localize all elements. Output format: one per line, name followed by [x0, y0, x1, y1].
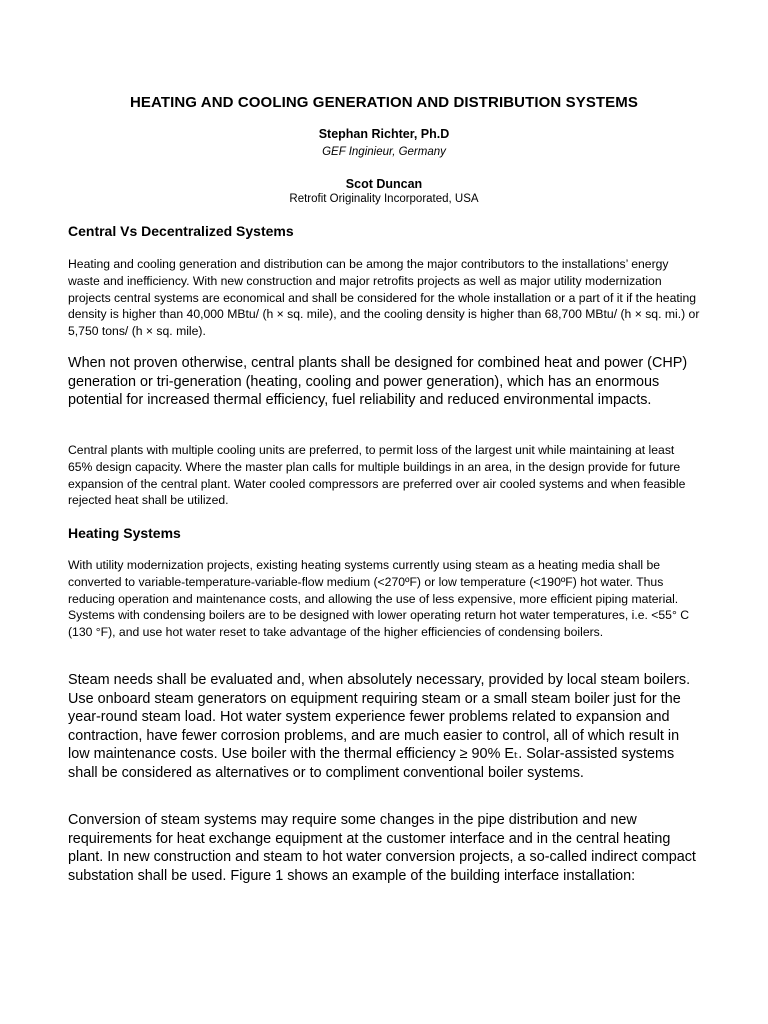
- section-heading-central-vs-decentralized: Central Vs Decentralized Systems: [68, 223, 294, 239]
- author-name-2: Scot Duncan: [345, 177, 423, 191]
- paragraph-central-2: When not proven otherwise, central plants shall be designed for combined heat and power (CHP) generation or tri-generation (heating, cooling and power generation), which has an enormous potential for increased thermal efficiency, fuel reliability and reduced environmental impacts.: [68, 355, 688, 409]
- paragraph-central-1: Heating and cooling generation and distribution can be among the major contributors to the installations’ energy waste and inefficiency. With new construction and major retrofits projects as well as major utility modernization projects central systems are economical and shall be considered for the whole installation or a part of it if the heating density is higher than 40,000 MBtu/ (h × sq. mile), and the cooling density is higher than 68,700 MBtu/ (h × sq. mi.) or 5,750 tons/ (h × sq. mile).: [68, 257, 700, 339]
- section-heading-heating-systems: Heating Systems: [68, 525, 181, 541]
- paragraph-heating-2: Steam needs shall be evaluated and, when absolutely necessary, provided by local steam boilers. Use onboard steam generators on equipment requiring steam or a small steam boiler just for the year-round steam load. Hot water system experience fewer problems related to expansion and contraction, have fewer corrosion problems, and are much easier to control, all of which result in low maintenance costs. Use boiler with the thermal efficiency ≥ 90% Eₜ. Solar-assisted systems shall be considered as alternatives or to compliment conventional boiler systems.: [68, 672, 691, 781]
- author-affiliation-2: Retrofit Originality Incorporated, USA: [289, 193, 479, 205]
- paragraph-heating-1: With utility modernization projects, existing heating systems currently using steam as a heating media shall be converted to variable-temperature-variable-flow medium (<270ºF) or low temperature (<190ºF) hot water. Thus reducing operation and maintenance costs, and allowing the use of less expensive, more efficient piping material. Systems with condensing boilers are to be designed with lower operating return hot water temperatures, i.e. <55° C (130 °F), and use hot water reset to take advantage of the higher efficiencies of condensing boilers.: [68, 558, 690, 640]
- author-affiliation-1: GEF Inginieur, Germany: [322, 146, 446, 158]
- paragraph-heating-3: Conversion of steam systems may require some changes in the pipe distribution and new requirements for heat exchange equipment at the customer interface and in the central heating plant. In new construction and steam to hot water conversion projects, a so-called indirect compact substation shall be used. Figure 1 shows an example of the building interface installation:: [68, 812, 696, 884]
- paragraph-central-3: Central plants with multiple cooling units are preferred, to permit loss of the largest unit while maintaining at least 65% design capacity. Where the master plan calls for multiple buildings in an area, in the design provide for future expansion of the central plant. Water cooled compressors are preferred over air cooled systems and when feasible rejected heat shall be utilized.: [68, 443, 686, 508]
- document-title: HEATING AND COOLING GENERATION AND DISTRIBUTION SYSTEMS: [129, 94, 638, 111]
- author-name-1: Stephan Richter, Ph.D: [318, 127, 450, 141]
